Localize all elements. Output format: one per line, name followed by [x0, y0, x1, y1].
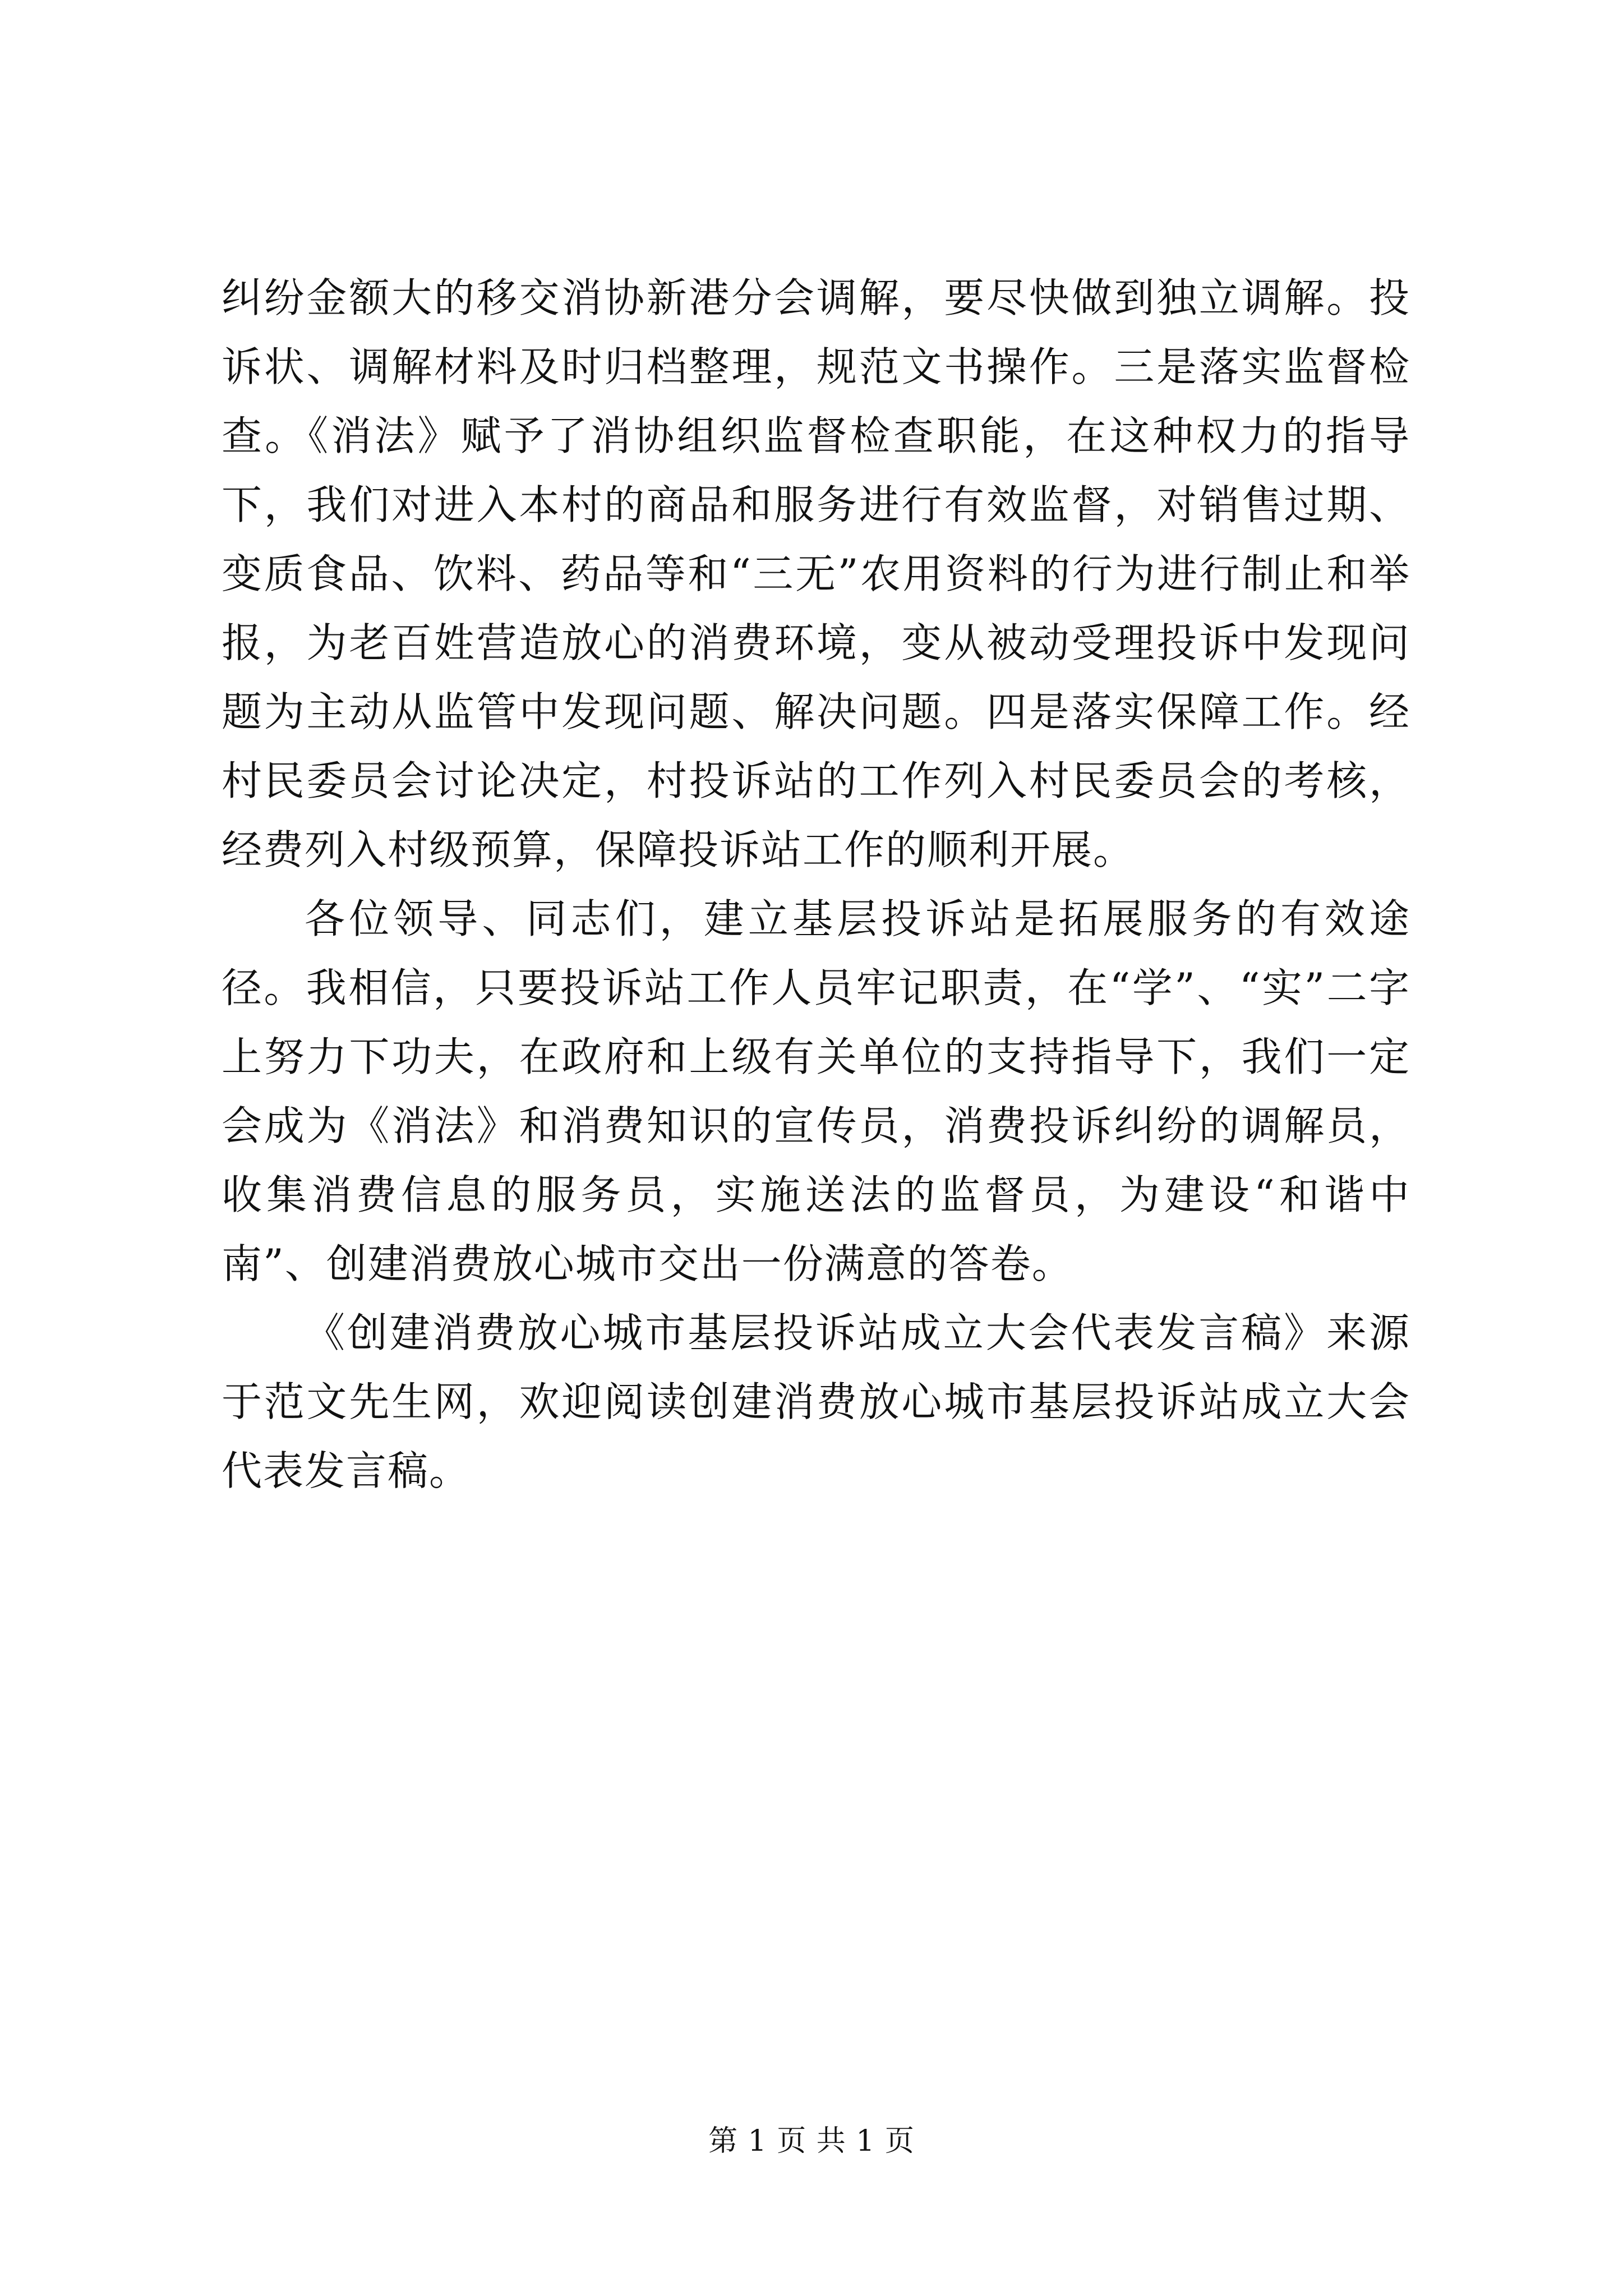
- paragraph-3: 《创建消费放心城市基层投诉站成立大会代表发言稿》来源于范文先生网，欢迎阅读创建消费放心城市基层投诉站成立大会代表发言稿。: [222, 1309, 1410, 1494]
- paragraph-1: 纠纷金额大的移交消协新港分会调解，要尽快做到独立调解。投诉状、调解材料及时归档整理，规范文书操作。三是落实监督检查。《消法》赋予了消协组织监督检查职能，在这种权力的指导下，我们对进入本村的商品和服务进行有效监督，对销售过期、变质食品、饮料、药品等和“三无”农用资料的行为进行制止和举报，为老百姓营造放心的消费环境，变从被动受理投诉中发现问题为主动从监管中发现问题、解决问题。四是落实保障工作。经村民委员会讨论决定，村投诉站的工作列入村民委员会的考核，经费列入村级预算，保障投诉站工作的顺利开展。: [222, 274, 1410, 873]
- paragraph-2: 各位领导、同志们，建立基层投诉站是拓展服务的有效途径。我相信，只要投诉站工作人员牢记职责，在“学”、“实”二字上努力下功夫，在政府和上级有关单位的支持指导下，我们一定会成为《消法》和消费知识的宣传员，消费投诉纠纷的调解员，收集消费信息的服务员，实施送法的监督员，为建设“和谐中南”、创建消费放心城市交出一份满意的答卷。: [222, 895, 1410, 1287]
- page-footer: 第 1 页 共 1 页: [708, 2124, 915, 2158]
- document-body: [222, 264, 1410, 1506]
